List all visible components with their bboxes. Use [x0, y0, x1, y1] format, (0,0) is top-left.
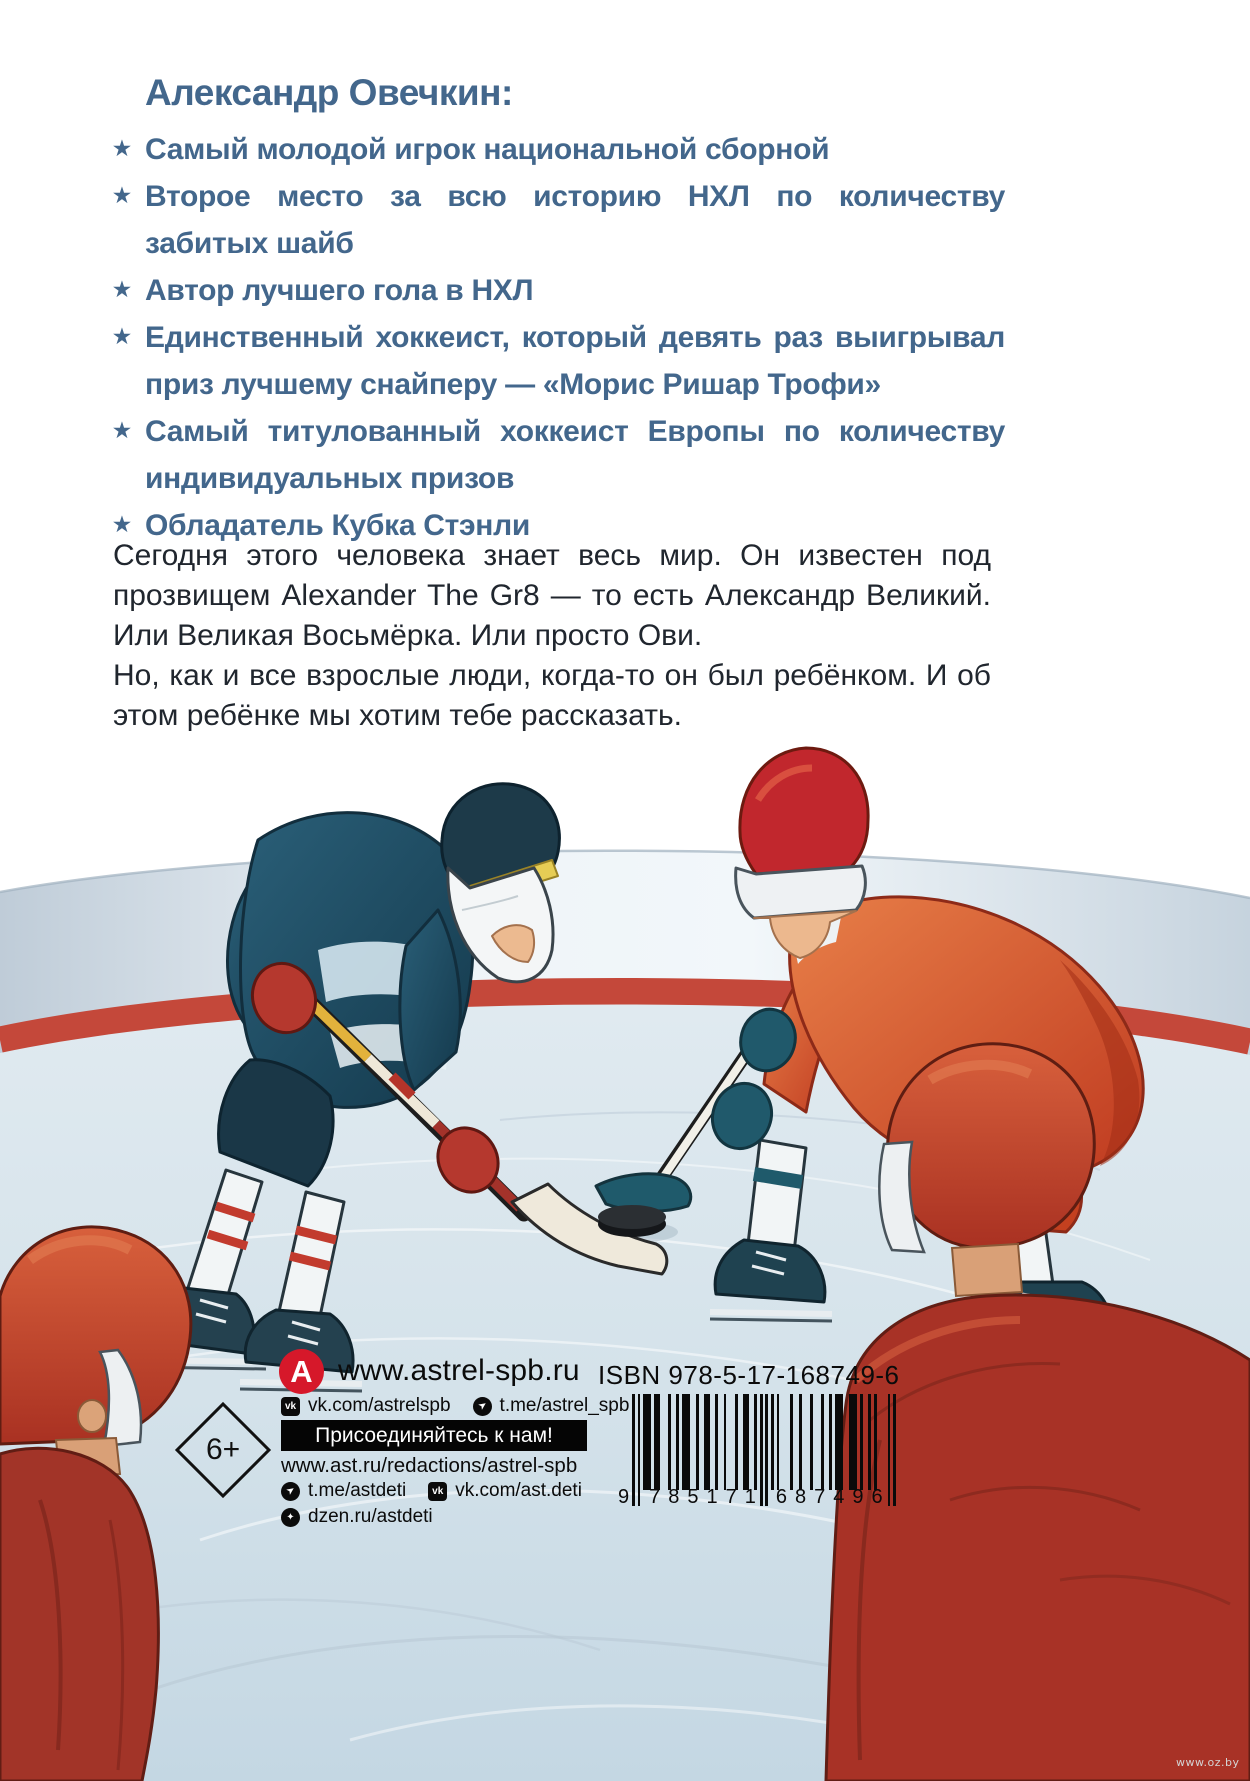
star-icon: ★	[113, 326, 131, 348]
intro-paragraph: Сегодня этого человека знает весь мир. Он известен под прозвищем Alexander The Gr8 — то есть Александр Великий. Или Великая Восьмёрка. Или просто Ови.	[113, 539, 991, 652]
visor	[736, 866, 866, 918]
dzen-icon: ✦	[281, 1508, 300, 1527]
star-icon: ★	[113, 514, 131, 536]
list-item	[113, 314, 1005, 408]
intro-paragraph: Но, как и все взрослые люди, когда-то он был ребёнком. И об этом ребёнке мы хотим тебе рассказать.	[113, 659, 991, 732]
list-item	[113, 408, 1005, 502]
social-link: vk.com/astrelspb	[308, 1395, 451, 1416]
fact-text: Обладатель Кубка Стэнли	[145, 509, 531, 542]
barcode	[618, 1394, 896, 1514]
page-title: Александр Овечкин:	[145, 72, 513, 113]
fact-text: Самый молодой игрок национальной сборной	[145, 133, 830, 166]
puck	[598, 1205, 666, 1237]
isbn-text: ISBN 978-5-17-168749-6	[598, 1360, 900, 1390]
social-links-row	[281, 1395, 629, 1417]
intro-block	[113, 536, 991, 736]
telegram-icon: ➤	[281, 1482, 300, 1501]
publisher-site-url: www.astrel-spb.ru	[338, 1354, 580, 1387]
social-link: vk.com/ast.deti	[455, 1480, 582, 1501]
star-icon: ★	[113, 279, 131, 301]
star-icon: ★	[113, 420, 131, 442]
redaction-site-url: www.ast.ru/redactions/astrel-spb	[281, 1454, 578, 1477]
join-banner: Присоединяйтесь к нам!	[281, 1420, 587, 1451]
social-links-row	[281, 1480, 582, 1502]
social-link: t.me/astdeti	[308, 1480, 407, 1501]
list-item	[113, 267, 1005, 314]
fact-text: Второе место за всю историю НХЛ по количеству забитых шайб	[145, 180, 1005, 260]
vk-icon: vk	[428, 1482, 447, 1501]
barcode-digits: 9 785171 687496	[618, 1486, 891, 1508]
star-icon: ★	[113, 138, 131, 160]
age-rating-badge: 6+	[175, 1402, 271, 1498]
telegram-icon: ➤	[473, 1397, 492, 1416]
social-link: dzen.ru/astdeti	[308, 1506, 433, 1527]
illustration-hockey-faceoff	[0, 740, 1250, 1781]
list-item	[113, 126, 1005, 173]
facts-block	[113, 72, 1005, 549]
star-icon: ★	[113, 185, 131, 207]
watermark: www.oz.by	[1176, 1756, 1240, 1769]
facts-list	[113, 126, 1005, 549]
fact-text: Самый титулованный хоккеист Европы по количеству индивидуальных призов	[145, 415, 1005, 495]
astrel-logo: A	[279, 1349, 324, 1394]
list-item	[113, 173, 1005, 267]
fact-text: Автор лучшего гола в НХЛ	[145, 274, 534, 307]
fact-text: Единственный хоккеист, который девять раз выигрывал приз лучшему снайперу — «Морис Ришар Трофи»	[145, 321, 1005, 401]
social-links-row	[281, 1506, 433, 1528]
vk-icon: vk	[281, 1397, 300, 1416]
social-link: t.me/astrel_spb	[499, 1395, 630, 1416]
